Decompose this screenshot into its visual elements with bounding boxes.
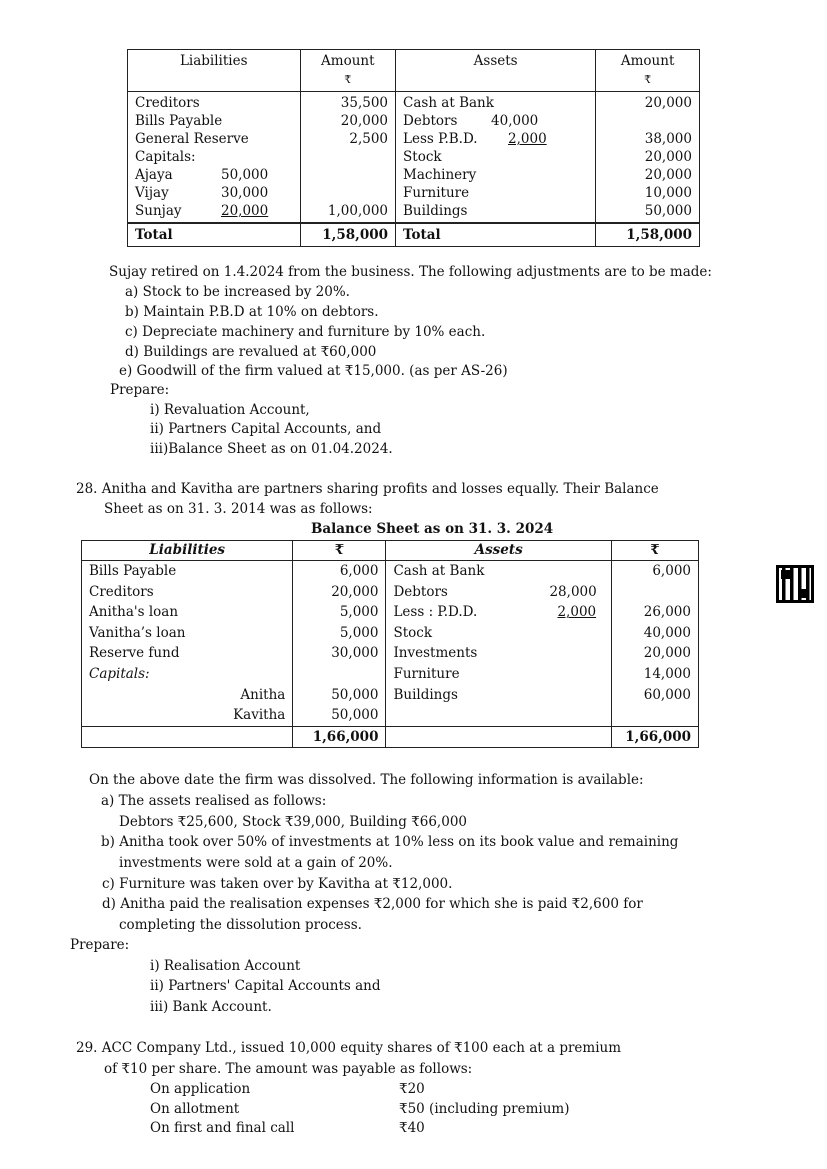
q29-row-label: On allotment [150,1101,240,1117]
qr-code-icon [776,565,814,603]
assets-amount-column: 6,000 26,000 40,000 20,000 14,000 60,000 [611,561,698,727]
total-label: Total [396,223,596,247]
q28-prep-item: i) Realisation Account [150,958,301,974]
q28-line2: Sheet as on 31. 3. 2014 was as follows: [104,501,373,517]
q27-intro: Sujay retired on 1.4.2024 from the business. The following adjustments are to be made: [109,264,712,280]
q29-row-amount: ₹50 (including premium) [399,1101,570,1117]
q28-item: b) Anitha took over 50% of investments at 10% less on its book value and remaining [101,834,679,850]
total-blank [386,726,611,748]
q28-prepare: Prepare: [70,937,130,953]
header-assets: Assets [396,50,596,92]
q28-item: d) Anitha paid the realisation expenses ₹2,000 for which she is paid ₹2,600 for [102,896,643,912]
liabilities-amount-column: 35,500 20,000 2,500 1,00,000 [300,92,396,224]
q28-item: c) Furniture was taken over by Kavitha at ₹12,000. [102,876,453,892]
q27-prep-item: ii) Partners Capital Accounts, and [150,421,382,437]
q29-line2: of ₹10 per share. The amount was payable as follows: [104,1061,473,1077]
balance-sheet-table-1 [127,49,700,247]
q28-item: investments were sold at a gain of 20%. [119,855,393,871]
total-amount: 1,66,000 [611,726,698,748]
q28-prep-item: ii) Partners' Capital Accounts and [150,978,381,994]
assets-column: Cash at Bank Debtors 28,000 Less : P.D.D. 2,000 Stock Investments Furniture Buildings [386,561,611,727]
header-assets: Assets [386,541,611,561]
total-label: Total [128,223,301,247]
header-liabilities: Liabilities [82,541,293,561]
q28-line1: 28. Anitha and Kavitha are partners sharing profits and losses equally. Their Balance [76,481,659,497]
q28-after: On the above date the firm was dissolved. The following information is available: [89,772,644,788]
header-rupee: ₹ [293,541,386,561]
q28-item: a) The assets realised as follows: [101,793,327,809]
q27-item: d) Buildings are revalued at ₹60,000 [125,344,377,360]
liabilities-amount-column: 6,000 20,000 5,000 5,000 30,000 50,000 50,000 [293,561,386,727]
header-liabilities: Liabilities [128,50,301,92]
total-amount: 1,66,000 [293,726,386,748]
liabilities-column: Creditors Bills Payable General Reserve Capitals: Ajaya 50,000 Vijay 30,000 Sunjay 20,000 [128,92,301,224]
q27-item: e) Goodwill of the firm valued at ₹15,000. (as per AS-26) [119,363,508,379]
q27-item: a) Stock to be increased by 20%. [125,284,350,300]
q28-prep-item: iii) Bank Account. [150,999,272,1015]
q29-row-amount: ₹40 [399,1120,425,1136]
total-blank [82,726,293,748]
total-amount: 1,58,000 [300,223,396,247]
assets-amount-column: 20,000 38,000 20,000 20,000 10,000 50,000 [596,92,700,224]
total-amount: 1,58,000 [596,223,700,247]
balance-sheet-table-2 [81,540,699,748]
q28-item: completing the dissolution process. [119,917,362,933]
q27-prep-item: iii)Balance Sheet as on 01.04.2024. [150,441,393,457]
q29-line1: 29. ACC Company Ltd., issued 10,000 equity shares of ₹100 each at a premium [76,1040,622,1056]
q29-row-label: On first and final call [150,1120,295,1136]
liabilities-column: Bills Payable Creditors Anitha's loan Vanitha’s loan Reserve fund Capitals: Anitha Kavitha [82,561,293,727]
q27-item: c) Depreciate machinery and furniture by 10% each. [125,324,486,340]
q28-item: Debtors ₹25,600, Stock ₹39,000, Building ₹66,000 [119,814,467,830]
header-amount: Amount ₹ [300,50,396,92]
q27-item: b) Maintain P.B.D at 10% on debtors. [125,304,379,320]
q29-row-amount: ₹20 [399,1081,425,1097]
q28-bs-title: Balance Sheet as on 31. 3. 2024 [311,521,554,537]
q27-prep-item: i) Revaluation Account, [150,402,310,418]
q27-prepare: Prepare: [110,382,170,398]
header-amount: Amount ₹ [596,50,700,92]
q29-row-label: On application [150,1081,251,1097]
header-rupee: ₹ [611,541,698,561]
assets-column: Cash at Bank Debtors 40,000 Less P.B.D. 2,000 Stock Machinery Furniture Buildings [396,92,596,224]
